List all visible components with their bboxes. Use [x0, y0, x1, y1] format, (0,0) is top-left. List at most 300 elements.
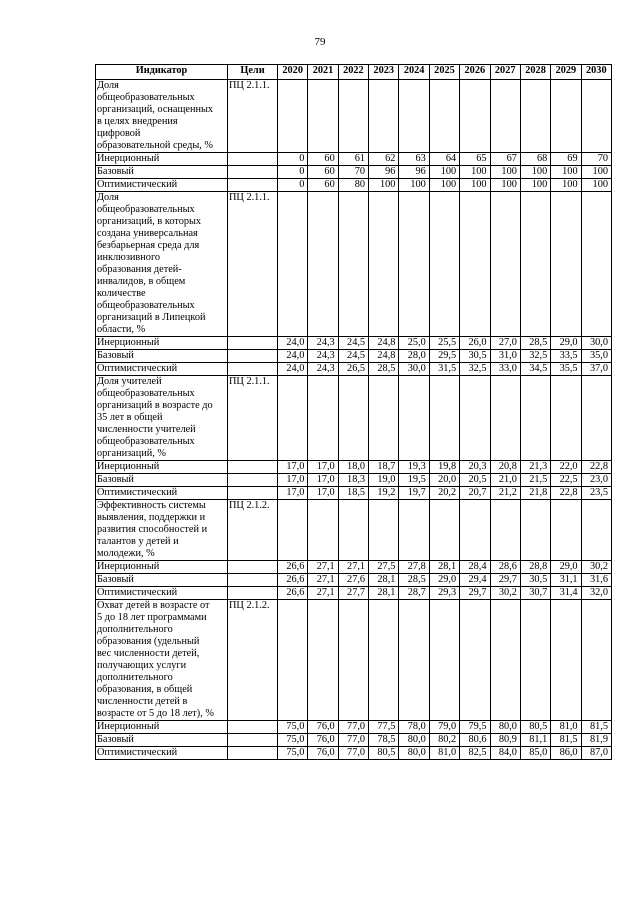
scenario-row	[96, 179, 612, 192]
empty-cell	[338, 600, 368, 721]
value-cell: 33,5	[551, 350, 581, 363]
indicator-name-line: организаций в возрасте до	[97, 400, 213, 411]
value-cell: 63	[399, 153, 429, 166]
value-cell: 28,8	[520, 561, 550, 574]
indicator-name-line: инклюзивного	[97, 252, 161, 263]
value-cell: 30,5	[520, 574, 550, 587]
value-cell: 22,8	[551, 487, 581, 500]
value-cell: 26,0	[460, 337, 490, 350]
indicator-name-line: вес численности детей,	[97, 648, 200, 659]
empty-cell	[228, 461, 278, 474]
header-year-2024: 2024	[399, 65, 429, 80]
value-cell: 65	[460, 153, 490, 166]
indicator-name	[96, 500, 228, 561]
value-cell: 26,6	[278, 561, 308, 574]
value-cell: 31,4	[551, 587, 581, 600]
indicator-name-line: Доля	[97, 192, 119, 203]
value-cell: 27,5	[369, 561, 399, 574]
empty-cell	[399, 500, 429, 561]
indicator-name-line: образовательной среды, %	[97, 140, 213, 151]
value-cell: 24,3	[308, 363, 338, 376]
value-cell: 100	[399, 179, 429, 192]
value-cell: 32,5	[460, 363, 490, 376]
scenario-name: Оптимистический	[96, 587, 228, 600]
scenario-row	[96, 721, 612, 734]
indicator-row	[96, 376, 612, 461]
value-cell: 82,5	[460, 747, 490, 760]
value-cell: 35,0	[581, 350, 611, 363]
header-year-2026: 2026	[460, 65, 490, 80]
value-cell: 21,5	[520, 474, 550, 487]
indicator-row	[96, 600, 612, 721]
scenario-row	[96, 166, 612, 179]
scenario-name: Инерционный	[96, 153, 228, 166]
scenario-row	[96, 461, 612, 474]
value-cell: 17,0	[308, 461, 338, 474]
empty-cell	[369, 600, 399, 721]
scenario-name: Оптимистический	[96, 747, 228, 760]
value-cell: 20,3	[460, 461, 490, 474]
indicator-name-line: образования, в общей	[97, 684, 193, 695]
value-cell: 26,6	[278, 574, 308, 587]
value-cell: 81,5	[551, 734, 581, 747]
indicator-name-line: возрасте от 5 до 18 лет), %	[97, 708, 214, 719]
value-cell: 24,3	[308, 337, 338, 350]
header-year-2023: 2023	[369, 65, 399, 80]
value-cell: 32,0	[581, 587, 611, 600]
value-cell: 100	[520, 166, 550, 179]
header-year-2029: 2029	[551, 65, 581, 80]
value-cell: 37,0	[581, 363, 611, 376]
indicator-name-line: в целях внедрения	[97, 116, 178, 127]
empty-cell	[228, 721, 278, 734]
empty-cell	[228, 574, 278, 587]
empty-cell	[308, 600, 338, 721]
scenario-name: Инерционный	[96, 461, 228, 474]
empty-cell	[228, 747, 278, 760]
value-cell: 30,5	[460, 350, 490, 363]
indicator-name-line: дополнительного	[97, 624, 173, 635]
indicator-row	[96, 192, 612, 337]
empty-cell	[551, 500, 581, 561]
empty-cell	[399, 600, 429, 721]
empty-cell	[338, 376, 368, 461]
value-cell: 25,5	[429, 337, 459, 350]
indicator-name-line: Охват детей в возрасте от	[97, 600, 210, 611]
value-cell: 85,0	[520, 747, 550, 760]
empty-cell	[228, 474, 278, 487]
empty-cell	[520, 192, 550, 337]
empty-cell	[228, 734, 278, 747]
scenario-row	[96, 363, 612, 376]
value-cell: 100	[581, 166, 611, 179]
value-cell: 28,7	[399, 587, 429, 600]
empty-cell	[490, 376, 520, 461]
value-cell: 28,1	[369, 587, 399, 600]
value-cell: 26,6	[278, 587, 308, 600]
indicator-name-line: цифровой	[97, 128, 141, 139]
empty-cell	[338, 192, 368, 337]
indicator-name-line: выявления, поддержки и	[97, 512, 206, 523]
value-cell: 24,3	[308, 350, 338, 363]
value-cell: 69	[551, 153, 581, 166]
value-cell: 68	[520, 153, 550, 166]
value-cell: 20,7	[460, 487, 490, 500]
empty-cell	[581, 80, 611, 153]
value-cell: 22,5	[551, 474, 581, 487]
value-cell: 70	[338, 166, 368, 179]
indicator-name-line: общеобразовательных	[97, 388, 195, 399]
empty-cell	[369, 500, 399, 561]
empty-cell	[520, 500, 550, 561]
value-cell: 28,5	[369, 363, 399, 376]
value-cell: 0	[278, 166, 308, 179]
scenario-name: Инерционный	[96, 721, 228, 734]
empty-cell	[369, 80, 399, 153]
indicator-name-line: области, %	[97, 324, 146, 335]
value-cell: 19,5	[399, 474, 429, 487]
value-cell: 70	[581, 153, 611, 166]
value-cell: 80,0	[399, 734, 429, 747]
value-cell: 17,0	[278, 487, 308, 500]
header-year-2025: 2025	[429, 65, 459, 80]
empty-cell	[460, 80, 490, 153]
value-cell: 29,0	[429, 574, 459, 587]
empty-cell	[338, 80, 368, 153]
value-cell: 27,8	[399, 561, 429, 574]
value-cell: 61	[338, 153, 368, 166]
indicator-name-line: 5 до 18 лет программами	[97, 612, 207, 623]
scenario-name: Инерционный	[96, 337, 228, 350]
value-cell: 24,8	[369, 337, 399, 350]
value-cell: 35,5	[551, 363, 581, 376]
header-goal: Цели	[228, 65, 278, 80]
indicator-name-line: молодежи, %	[97, 548, 155, 559]
value-cell: 27,7	[338, 587, 368, 600]
scenario-name: Оптимистический	[96, 179, 228, 192]
value-cell: 100	[429, 166, 459, 179]
empty-cell	[308, 376, 338, 461]
value-cell: 32,5	[520, 350, 550, 363]
value-cell: 100	[429, 179, 459, 192]
indicator-goal: ПЦ 2.1.1.	[228, 376, 278, 461]
value-cell: 25,0	[399, 337, 429, 350]
value-cell: 100	[369, 179, 399, 192]
value-cell: 19,3	[399, 461, 429, 474]
value-cell: 17,0	[308, 487, 338, 500]
value-cell: 75,0	[278, 747, 308, 760]
value-cell: 75,0	[278, 734, 308, 747]
value-cell: 28,5	[399, 574, 429, 587]
value-cell: 80,0	[399, 747, 429, 760]
value-cell: 100	[460, 166, 490, 179]
empty-cell	[490, 500, 520, 561]
value-cell: 96	[369, 166, 399, 179]
value-cell: 19,2	[369, 487, 399, 500]
empty-cell	[581, 500, 611, 561]
indicator-name-line: Доля	[97, 80, 119, 91]
scenario-name: Оптимистический	[96, 487, 228, 500]
indicator-name-line: численности учителей	[97, 424, 196, 435]
scenario-row	[96, 474, 612, 487]
indicator-name	[96, 600, 228, 721]
empty-cell	[308, 192, 338, 337]
value-cell: 28,6	[490, 561, 520, 574]
value-cell: 80,9	[490, 734, 520, 747]
empty-cell	[490, 600, 520, 721]
indicator-name-line: безбарьерная среда для	[97, 240, 200, 251]
empty-cell	[520, 600, 550, 721]
scenario-row	[96, 337, 612, 350]
value-cell: 29,7	[460, 587, 490, 600]
value-cell: 24,0	[278, 363, 308, 376]
value-cell: 77,0	[338, 734, 368, 747]
empty-cell	[399, 192, 429, 337]
empty-cell	[228, 166, 278, 179]
value-cell: 24,5	[338, 337, 368, 350]
value-cell: 27,6	[338, 574, 368, 587]
value-cell: 60	[308, 166, 338, 179]
value-cell: 26,5	[338, 363, 368, 376]
value-cell: 100	[520, 179, 550, 192]
header-indicator: Индикатор	[96, 65, 228, 80]
empty-cell	[581, 600, 611, 721]
value-cell: 19,0	[369, 474, 399, 487]
value-cell: 100	[551, 166, 581, 179]
empty-cell	[490, 80, 520, 153]
empty-cell	[551, 600, 581, 721]
value-cell: 28,1	[429, 561, 459, 574]
empty-cell	[399, 376, 429, 461]
value-cell: 76,0	[308, 734, 338, 747]
value-cell: 24,0	[278, 350, 308, 363]
scenario-row	[96, 487, 612, 500]
value-cell: 100	[581, 179, 611, 192]
indicator-name-line: инвалидов, в общем	[97, 276, 186, 287]
empty-cell	[228, 363, 278, 376]
value-cell: 86,0	[551, 747, 581, 760]
header-year-2020: 2020	[278, 65, 308, 80]
value-cell: 28,0	[399, 350, 429, 363]
indicator-name-line: получающих услуги	[97, 660, 187, 671]
empty-cell	[278, 600, 308, 721]
value-cell: 60	[308, 179, 338, 192]
value-cell: 22,0	[551, 461, 581, 474]
value-cell: 76,0	[308, 721, 338, 734]
value-cell: 18,7	[369, 461, 399, 474]
value-cell: 21,0	[490, 474, 520, 487]
indicators-table	[95, 64, 612, 760]
indicator-name	[96, 376, 228, 461]
value-cell: 23,0	[581, 474, 611, 487]
value-cell: 77,0	[338, 721, 368, 734]
indicator-name-line: дополнительного	[97, 672, 173, 683]
empty-cell	[460, 192, 490, 337]
value-cell: 29,0	[551, 561, 581, 574]
indicator-name-line: развития способностей и	[97, 524, 208, 535]
page-number: 79	[314, 36, 326, 48]
value-cell: 31,6	[581, 574, 611, 587]
indicator-name-line: количестве	[97, 288, 146, 299]
empty-cell	[399, 80, 429, 153]
value-cell: 24,5	[338, 350, 368, 363]
value-cell: 80,2	[429, 734, 459, 747]
value-cell: 31,5	[429, 363, 459, 376]
scenario-row	[96, 153, 612, 166]
indicator-name-line: организаций в Липецкой	[97, 312, 206, 323]
scenario-name: Базовый	[96, 166, 228, 179]
value-cell: 84,0	[490, 747, 520, 760]
value-cell: 100	[490, 179, 520, 192]
empty-cell	[429, 376, 459, 461]
indicator-name-line: численности детей в	[97, 696, 188, 707]
indicator-goal: ПЦ 2.1.2.	[228, 600, 278, 721]
indicator-name-line: общеобразовательных	[97, 204, 195, 215]
value-cell: 18,0	[338, 461, 368, 474]
header-year-2030: 2030	[581, 65, 611, 80]
indicator-name-line: создана универсальная	[97, 228, 198, 239]
empty-cell	[228, 179, 278, 192]
scenario-row	[96, 587, 612, 600]
value-cell: 80,0	[490, 721, 520, 734]
scenario-name: Инерционный	[96, 561, 228, 574]
value-cell: 81,0	[429, 747, 459, 760]
empty-cell	[369, 192, 399, 337]
empty-cell	[338, 500, 368, 561]
value-cell: 24,0	[278, 337, 308, 350]
value-cell: 77,0	[338, 747, 368, 760]
empty-cell	[278, 376, 308, 461]
empty-cell	[429, 192, 459, 337]
value-cell: 80	[338, 179, 368, 192]
empty-cell	[228, 561, 278, 574]
indicator-name	[96, 192, 228, 337]
empty-cell	[429, 500, 459, 561]
empty-cell	[278, 192, 308, 337]
empty-cell	[278, 80, 308, 153]
value-cell: 29,7	[490, 574, 520, 587]
empty-cell	[228, 587, 278, 600]
value-cell: 87,0	[581, 747, 611, 760]
indicator-name-line: Эффективность системы	[97, 500, 206, 511]
value-cell: 27,1	[308, 574, 338, 587]
empty-cell	[581, 376, 611, 461]
empty-cell	[460, 600, 490, 721]
header-year-2027: 2027	[490, 65, 520, 80]
scenario-row	[96, 574, 612, 587]
scenario-row	[96, 747, 612, 760]
value-cell: 19,8	[429, 461, 459, 474]
empty-cell	[228, 487, 278, 500]
indicator-name-line: образования (удельный	[97, 636, 200, 647]
value-cell: 27,1	[338, 561, 368, 574]
header-year-2021: 2021	[308, 65, 338, 80]
scenario-row	[96, 350, 612, 363]
indicator-name-line: 35 лет в общей	[97, 412, 163, 423]
empty-cell	[551, 376, 581, 461]
indicator-row	[96, 80, 612, 153]
value-cell: 28,1	[369, 574, 399, 587]
value-cell: 20,5	[460, 474, 490, 487]
value-cell: 29,5	[429, 350, 459, 363]
empty-cell	[581, 192, 611, 337]
scenario-row	[96, 561, 612, 574]
value-cell: 33,0	[490, 363, 520, 376]
value-cell: 22,8	[581, 461, 611, 474]
value-cell: 80,5	[369, 747, 399, 760]
value-cell: 20,2	[429, 487, 459, 500]
value-cell: 77,5	[369, 721, 399, 734]
value-cell: 34,5	[520, 363, 550, 376]
value-cell: 29,4	[460, 574, 490, 587]
empty-cell	[228, 337, 278, 350]
indicator-name-line: Доля учителей	[97, 376, 162, 387]
value-cell: 20,8	[490, 461, 520, 474]
value-cell: 62	[369, 153, 399, 166]
value-cell: 81,1	[520, 734, 550, 747]
value-cell: 96	[399, 166, 429, 179]
scenario-name: Базовый	[96, 350, 228, 363]
value-cell: 75,0	[278, 721, 308, 734]
indicator-goal: ПЦ 2.1.1.	[228, 80, 278, 153]
indicator-goal: ПЦ 2.1.1.	[228, 192, 278, 337]
scenario-name: Базовый	[96, 474, 228, 487]
value-cell: 30,0	[581, 337, 611, 350]
empty-cell	[228, 350, 278, 363]
indicator-name-line: организаций, в которых	[97, 216, 202, 227]
value-cell: 76,0	[308, 747, 338, 760]
value-cell: 79,0	[429, 721, 459, 734]
scenario-name: Базовый	[96, 574, 228, 587]
empty-cell	[369, 376, 399, 461]
indicator-name-line: общеобразовательных	[97, 92, 195, 103]
indicator-row	[96, 500, 612, 561]
value-cell: 27,0	[490, 337, 520, 350]
value-cell: 100	[460, 179, 490, 192]
value-cell: 17,0	[308, 474, 338, 487]
header-year-2028: 2028	[520, 65, 550, 80]
indicator-name-line: общеобразовательных	[97, 300, 195, 311]
empty-cell	[429, 600, 459, 721]
value-cell: 18,3	[338, 474, 368, 487]
value-cell: 100	[551, 179, 581, 192]
value-cell: 28,5	[520, 337, 550, 350]
value-cell: 18,5	[338, 487, 368, 500]
empty-cell	[520, 376, 550, 461]
indicator-name-line: талантов у детей и	[97, 536, 179, 547]
empty-cell	[308, 80, 338, 153]
value-cell: 24,8	[369, 350, 399, 363]
value-cell: 67	[490, 153, 520, 166]
value-cell: 23,5	[581, 487, 611, 500]
indicator-name	[96, 80, 228, 153]
value-cell: 81,0	[551, 721, 581, 734]
value-cell: 21,8	[520, 487, 550, 500]
indicator-name-line: общеобразовательных	[97, 436, 195, 447]
scenario-name: Оптимистический	[96, 363, 228, 376]
value-cell: 29,0	[551, 337, 581, 350]
header-year-2022: 2022	[338, 65, 368, 80]
empty-cell	[308, 500, 338, 561]
value-cell: 17,0	[278, 474, 308, 487]
empty-cell	[278, 500, 308, 561]
value-cell: 27,1	[308, 561, 338, 574]
value-cell: 81,5	[581, 721, 611, 734]
value-cell: 30,7	[520, 587, 550, 600]
value-cell: 0	[278, 153, 308, 166]
value-cell: 29,3	[429, 587, 459, 600]
value-cell: 81,9	[581, 734, 611, 747]
